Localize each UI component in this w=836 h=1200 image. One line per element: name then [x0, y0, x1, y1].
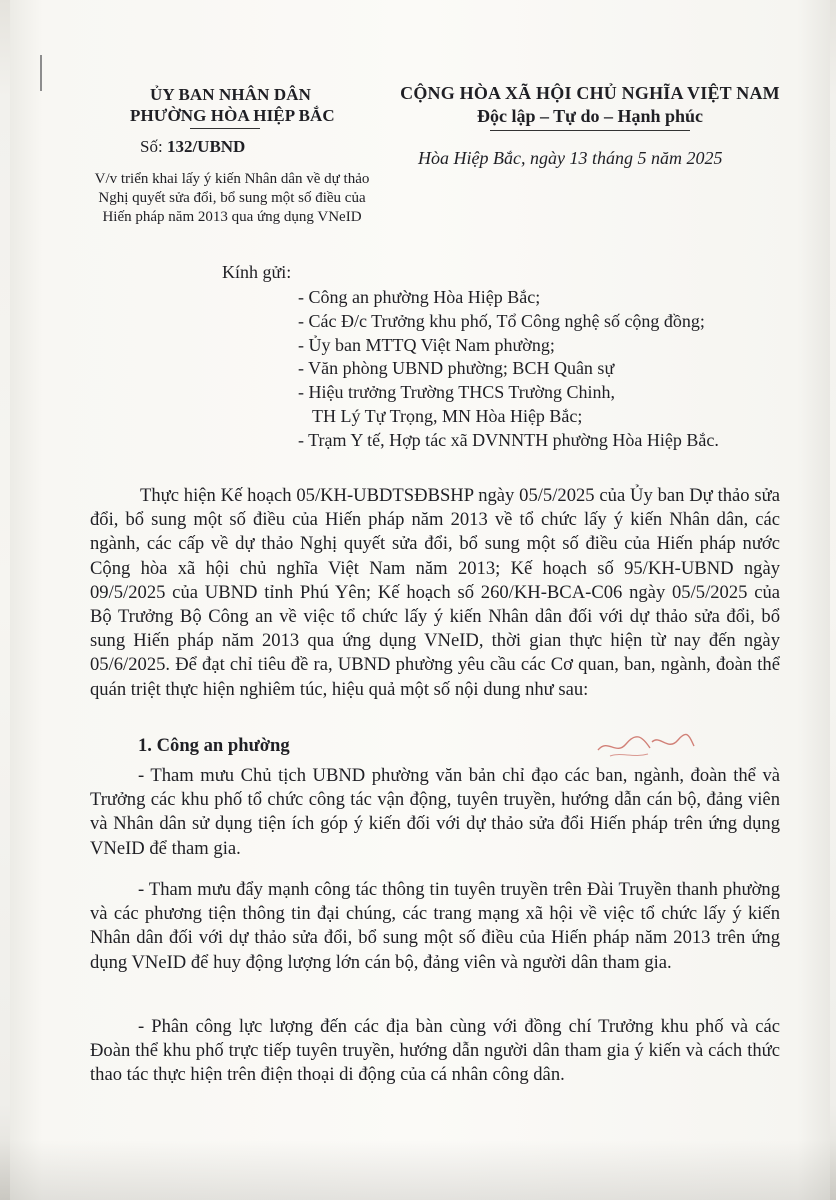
page-edge-mark: [40, 55, 42, 91]
intro-paragraph-block: [90, 484, 780, 702]
recipient-item: - Công an phường Hòa Hiệp Bắc;: [298, 287, 541, 307]
agency-name-line1: ỦY BAN NHÂN DÂN: [150, 85, 311, 104]
section-bullet-block: [90, 1015, 780, 1088]
section-bullet: - Phân công lực lượng đến các địa bàn cùng với đồng chí Trưởng khu phố và các Đoàn thể khu phố trực tiếp tuyên truyền, hướng dẫn người dân tham gia ý kiến và cách thức thao tác thực hiện trên điện thoại di động của cá nhân công dân.: [90, 1016, 780, 1086]
agency-name-line2: PHƯỜNG HÒA HIỆP BẮC: [130, 106, 335, 125]
recipient-item: - Hiệu trưởng Trường THCS Trường Chinh,: [298, 382, 616, 403]
section-bullet: - Tham mưu Chủ tịch UBND phường văn bản chỉ đạo các ban, ngành, đoàn thể và Trưởng các khu phố tổ chức công tác vận động, tuyên truyền, hướng dẫn cán bộ, đảng viên và Nhân dân sử dụng tiện ích góp ý kiến đối với dự thảo sửa đổi Hiến pháp trên ứng dụng VNeID để tham gia.: [90, 765, 780, 859]
document-number-value: 132/UBND: [166, 137, 246, 156]
document-page: [10, 0, 830, 1200]
recipient-item: - Ủy ban MTTQ Việt Nam phường;: [298, 334, 555, 355]
issue-date: Hòa Hiệp Bắc, ngày 13 tháng 5 năm 2025: [418, 148, 723, 168]
document-subject: [74, 170, 390, 227]
document-number-label: Số:: [140, 137, 167, 156]
recipient-item: - Trạm Y tế, Hợp tác xã DVNNTH phường Hòa Hiệp Bắc.: [298, 429, 719, 450]
section-heading: 1. Công an phường: [138, 735, 290, 756]
intro-paragraph: Thực hiện Kế hoạch 05/KH-UBDTSĐBSHP ngày 05/5/2025 của Ủy ban Dự thảo sửa đổi, bổ sung một số điều của Hiến pháp năm 2013 về tổ chức lấy ý kiến Nhân dân, các ngành, các cấp về dự thảo Nghị quyết sửa đổi, bổ sung một số điều của Hiến pháp nước Cộng hòa xã hội chủ nghĩa Việt Nam năm 2013; Kế hoạch số 95/KH-UBND ngày 09/5/2025 của UBND tỉnh Phú Yên; Kế hoạch số 260/KH-BCA-C06 ngày 05/5/2025 của Bộ Trưởng Bộ Công an về việc tổ chức lấy ý kiến Nhân dân đối với dự thảo sửa đổi, bổ sung Hiến pháp năm 2013 qua ứng dụng VNeID, thời gian thực hiện từ nay đến ngày 05/6/2025. Để đạt chỉ tiêu đề ra, UBND phường yêu cầu các Cơ quan, ban, ngành, đoàn thể quán triệt thực hiện nghiêm túc, hiệu quả một số nội dung như sau:: [90, 485, 780, 700]
recipient-list: [298, 286, 818, 453]
section-bullet-block: [90, 878, 780, 975]
subject-line: Nghị quyết sửa đổi, bổ sung một số điều của: [98, 190, 366, 206]
motto-underline: [490, 130, 690, 131]
national-motto: Độc lập – Tự do – Hạnh phúc: [476, 106, 704, 126]
salutation: Kính gửi:: [222, 262, 292, 282]
recipient-item: - Các Đ/c Trưởng khu phố, Tổ Công nghệ số cộng đồng;: [298, 310, 705, 331]
photo-shadow: [0, 1140, 836, 1200]
national-header-block: [400, 82, 780, 131]
handwritten-mark-icon: [590, 728, 700, 764]
recipient-item: - Văn phòng UBND phường; BCH Quân sự: [298, 358, 615, 379]
recipient-item-continued: TH Lý Tự Trọng, MN Hòa Hiệp Bắc;: [312, 405, 583, 426]
section-bullet: - Tham mưu đẩy mạnh công tác thông tin tuyên truyền trên Đài Truyền thanh phường và các phương tiện thông tin đại chúng, các trang mạng xã hội về việc tổ chức lấy ý kiến Nhân dân đối với dự thảo sửa đổi, bổ sung một số điều của Hiến pháp năm 2013 trên ứng dụng VNeID để huy động lượng lớn cán bộ, đảng viên và người dân tham gia.: [90, 879, 780, 973]
agency-underline: [190, 128, 260, 129]
subject-line: V/v triển khai lấy ý kiến Nhân dân về dự thảo: [94, 171, 370, 187]
section-bullet-block: [90, 764, 780, 861]
national-title: CỘNG HÒA XÃ HỘI CHỦ NGHĨA VIỆT NAM: [400, 83, 780, 103]
subject-line: Hiến pháp năm 2013 qua ứng dụng VNeID: [102, 209, 362, 225]
document-number: [140, 137, 245, 157]
